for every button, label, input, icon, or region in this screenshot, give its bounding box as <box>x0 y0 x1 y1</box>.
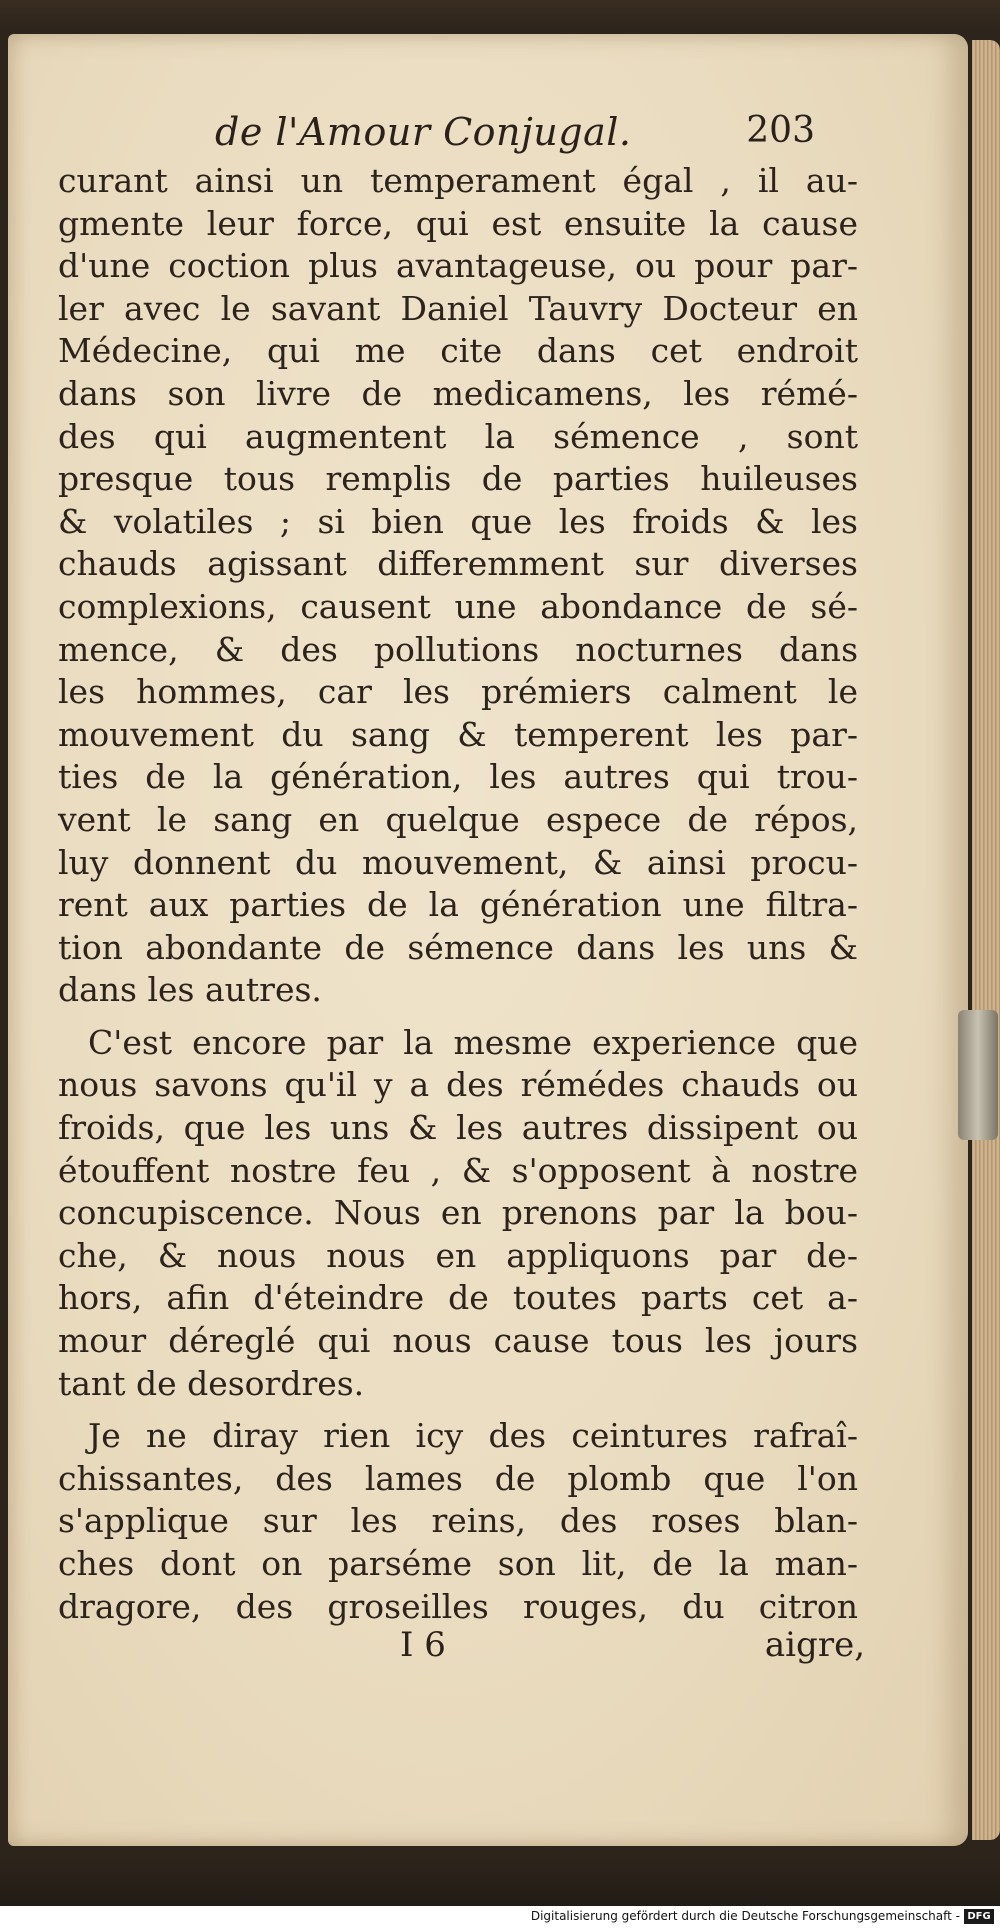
body-text <box>58 160 858 1628</box>
signature-mark: I 6 <box>400 1625 446 1665</box>
paragraph-gap <box>58 1012 858 1022</box>
text-line: gmente leur force, qui est ensuite la cause <box>58 203 858 243</box>
text-line: C'est encore par la mesme experience que <box>88 1022 858 1062</box>
text-line: vent le sang en quelque espece de répos, <box>58 799 858 839</box>
text-line: curant ainsi un temperament égal , il au- <box>58 161 858 200</box>
text-line: étouffent nostre feu , & s'opposent à nostre <box>58 1150 858 1190</box>
running-title: de l'Amour Conjugal. <box>215 110 632 154</box>
text-line: dans les autres. <box>58 970 322 1010</box>
text-line: tion abondante de sémence dans les uns & <box>58 927 858 967</box>
text-line: concupiscence. Nous en prenons par la bou- <box>58 1193 858 1233</box>
text-line: dragore, des groseilles rouges, du citron <box>58 1586 858 1626</box>
page-header <box>215 106 815 162</box>
text-line: luy donnent du mouvement, & ainsi procu- <box>58 842 858 882</box>
text-line: mence, & des pollutions nocturnes dans <box>58 629 858 669</box>
credit-text: Digitalisierung gefördert durch die Deutsche Forschungsgemeinschaft - <box>530 1909 960 1923</box>
text-line: presque tous remplis de parties huileuses <box>58 459 858 499</box>
text-line: d'une coction plus avantageuse, ou pour par- <box>58 246 858 286</box>
text-line: mour déreglé qui nous cause tous les jours <box>58 1321 858 1361</box>
page-number: 203 <box>746 110 815 151</box>
text-line: Médecine, qui me cite dans cet endroit <box>58 331 858 371</box>
text-line: les hommes, car les prémiers calment le <box>58 672 858 712</box>
text-line: rent aux parties de la génération une filtra- <box>58 885 858 925</box>
text-line: hors, afin d'éteindre de toutes parts cet a- <box>58 1278 858 1318</box>
text-line: ties de la génération, les autres qui trou- <box>58 757 858 797</box>
text-line: ches dont on parséme son lit, de la man- <box>58 1544 858 1583</box>
text-line: tant de desordres. <box>58 1363 365 1403</box>
text-line: des qui augmentent la sémence , sont <box>58 416 858 456</box>
book-clip <box>958 1010 998 1140</box>
text-line: dans son livre de medicamens, les rémé- <box>58 373 858 413</box>
credit-bar <box>0 1906 1000 1928</box>
page-edges <box>972 40 1000 1840</box>
text-line: & volatiles ; si bien que les froids & les <box>58 501 858 541</box>
text-line: s'applique sur les reins, des roses blan- <box>58 1501 858 1541</box>
text-line: nous savons qu'il y a des rémédes chauds ou <box>58 1065 858 1105</box>
text-line: che, & nous nous en appliquons par de- <box>58 1235 858 1275</box>
text-line: ler avec le savant Daniel Tauvry Docteur en <box>58 288 858 328</box>
page-footer <box>400 1625 865 1675</box>
paragraph-gap <box>58 1405 858 1415</box>
text-line: chauds agissant differemment sur diverses <box>58 544 858 584</box>
text-line: chissantes, des lames de plomb que l'on <box>58 1458 858 1498</box>
text-line: mouvement du sang & temperent les par- <box>58 714 858 754</box>
dfg-logo: DFG <box>964 1909 994 1924</box>
text-line: Je ne diray rien icy des ceintures rafraî- <box>88 1416 858 1456</box>
text-line: froids, que les uns & les autres dissipent ou <box>58 1108 858 1148</box>
catchword: aigre, <box>764 1625 865 1665</box>
text-line: complexions, causent une abondance de sé- <box>58 586 858 626</box>
